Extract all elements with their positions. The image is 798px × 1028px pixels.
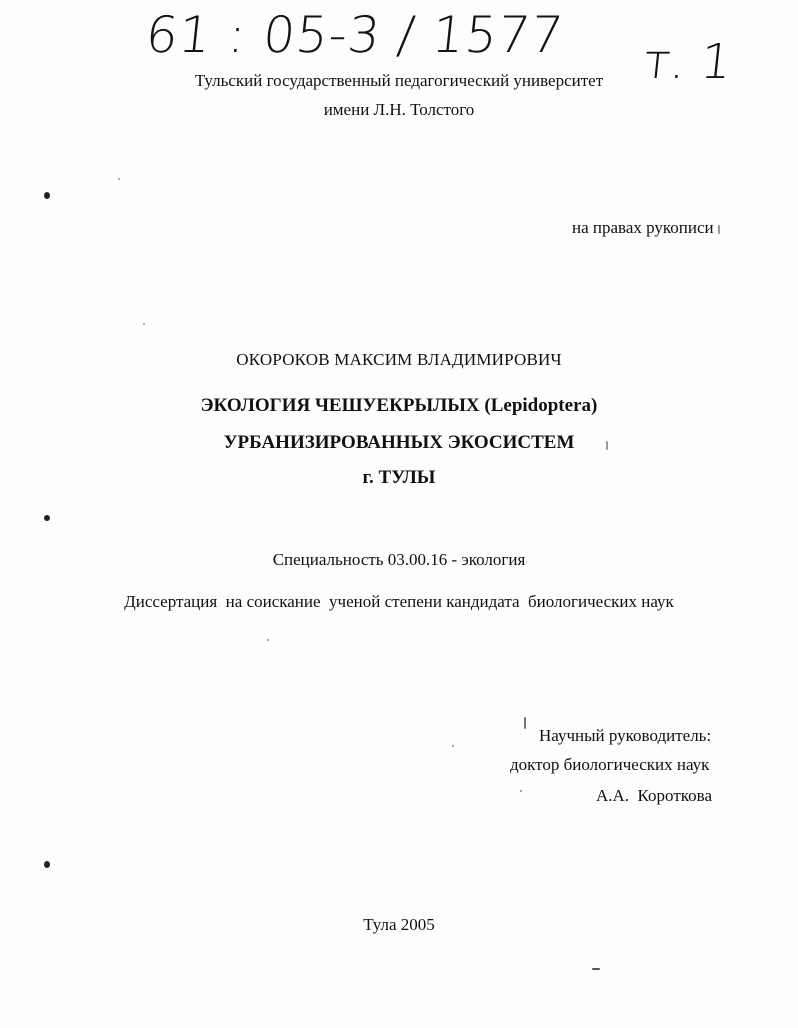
scan-speck	[44, 192, 50, 199]
title-line-2: УРБАНИЗИРОВАННЫХ ЭКОСИСТЕМ	[223, 432, 575, 453]
scan-speck	[44, 861, 50, 868]
scan-speck	[520, 790, 522, 792]
handwritten-call-number: 61 : 05-3 / 1577	[142, 6, 567, 64]
scan-speck	[452, 745, 454, 747]
manuscript-note: на правах рукописи	[572, 218, 714, 237]
supervisor-name: А.А. Короткова	[596, 786, 712, 805]
scan-speck	[592, 968, 600, 970]
scan-speck	[44, 515, 50, 521]
scan-speck	[118, 178, 120, 180]
handwritten-volume-mark: т. 1	[641, 34, 735, 90]
city-year: Тула 2005	[363, 915, 435, 934]
title-line-1: ЭКОЛОГИЯ ЧЕШУЕКРЫЛЫХ (Lepidoptera)	[200, 395, 598, 416]
university-name: Тульский государственный педагогический университет	[194, 71, 604, 90]
scan-speck	[606, 441, 608, 450]
supervisor-degree: доктор биологических наук	[510, 755, 710, 774]
author-name: ОКОРОКОВ МАКСИМ ВЛАДИМИРОВИЧ	[236, 350, 562, 369]
supervisor-label: Научный руководитель:	[539, 726, 712, 745]
university-named-after: имени Л.Н. Толстого	[323, 100, 475, 119]
title-line-3: г. ТУЛЫ	[362, 467, 436, 488]
scan-speck	[267, 639, 269, 641]
dissertation-statement: Диссертация на соискание ученой степени кандидата биологических наук	[124, 592, 674, 611]
scan-speck	[718, 225, 720, 234]
scan-speck	[143, 323, 145, 325]
specialty: Специальность 03.00.16 - экология	[272, 550, 526, 569]
scan-speck	[524, 717, 526, 729]
